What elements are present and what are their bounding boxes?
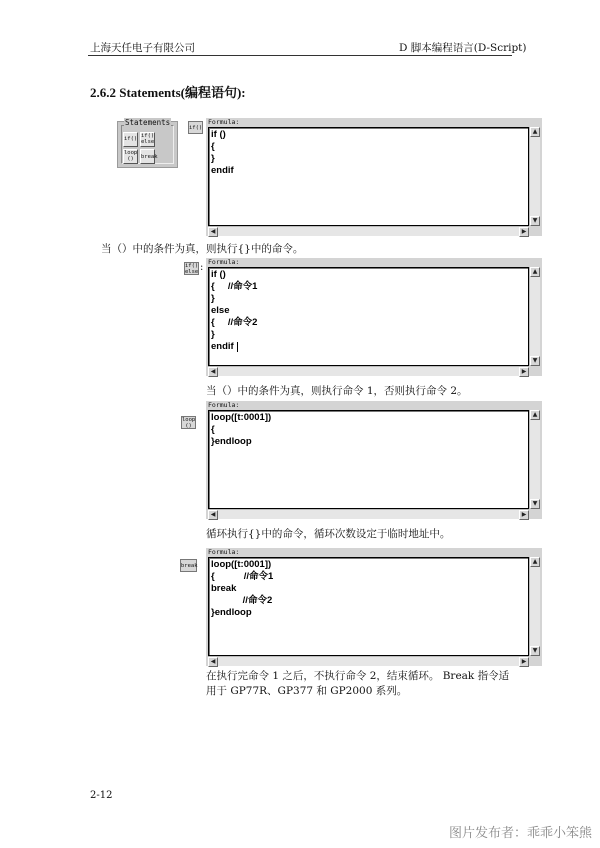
vertical-scrollbar[interactable] xyxy=(529,127,540,226)
watermark: 图片发布者：乖乖小笨熊 xyxy=(448,826,592,841)
palette-title: Statements xyxy=(125,118,171,127)
formula-editor-break[interactable] xyxy=(208,557,529,656)
palette-if-else-label: if() else xyxy=(141,133,155,145)
horizontal-scrollbar[interactable] xyxy=(208,366,529,376)
scroll-up-arrow-icon[interactable]: ▲ xyxy=(530,410,540,420)
formula-window-if xyxy=(206,118,542,236)
formula-window-break xyxy=(206,548,542,666)
scroll-right-arrow-icon[interactable]: ▶ xyxy=(519,657,529,667)
scroll-right-arrow-icon[interactable]: ▶ xyxy=(519,227,529,237)
if-else-icon-label: if() else xyxy=(185,263,199,275)
if-else-icon xyxy=(184,262,199,275)
horizontal-scrollbar[interactable] xyxy=(208,226,529,236)
break-icon xyxy=(180,559,197,572)
formula-title: Formula: xyxy=(208,118,240,126)
scroll-right-arrow-icon[interactable]: ▶ xyxy=(519,367,529,377)
statements-palette xyxy=(117,118,178,168)
vertical-scrollbar[interactable] xyxy=(529,410,540,509)
formula-editor-if-else[interactable] xyxy=(208,267,529,366)
scroll-up-arrow-icon[interactable]: ▲ xyxy=(530,127,540,137)
scroll-down-arrow-icon[interactable]: ▼ xyxy=(530,646,540,656)
if-icon-label: if() xyxy=(189,125,203,131)
loop-icon-label: loop () xyxy=(182,417,196,429)
scroll-up-arrow-icon[interactable]: ▲ xyxy=(530,267,540,277)
text-caret xyxy=(237,342,238,352)
formula-window-loop xyxy=(206,401,542,519)
desc-if: 当（）中的条件为真，则执行{}中的命令。 xyxy=(101,243,304,255)
if-icon xyxy=(188,121,203,134)
header-company: 上海天任电子有限公司 xyxy=(90,42,195,54)
palette-if-label: if() xyxy=(124,136,138,142)
scroll-down-arrow-icon[interactable]: ▼ xyxy=(530,356,540,366)
formula-title: Formula: xyxy=(208,401,240,409)
palette-break-button[interactable] xyxy=(140,149,158,164)
scroll-up-arrow-icon[interactable]: ▲ xyxy=(530,557,540,567)
formula-code-break: loop([t:0001]) { //命令1 break //命令2 }endloop xyxy=(211,559,274,618)
formula-title: Formula: xyxy=(208,258,240,266)
vertical-scrollbar[interactable] xyxy=(529,267,540,366)
formula-editor-if[interactable] xyxy=(208,127,529,226)
header-doc-title: D 脚本编程语言(D-Script) xyxy=(399,42,527,54)
header-divider xyxy=(88,55,512,56)
scroll-left-arrow-icon[interactable]: ◀ xyxy=(208,367,218,377)
formula-code-if: if () { } endif xyxy=(211,129,234,176)
scroll-down-arrow-icon[interactable]: ▼ xyxy=(530,499,540,509)
scroll-left-arrow-icon[interactable]: ◀ xyxy=(208,227,218,237)
desc-break-line1: 在执行完命令 1 之后，不执行命令 2，结束循环。 Break 指令适 xyxy=(206,670,510,682)
palette-if-button[interactable] xyxy=(123,132,138,147)
desc-if-else: 当（）中的条件为真，则执行命令 1，否则执行命令 2。 xyxy=(206,385,468,397)
section-title: 2.6.2 Statements(编程语句): xyxy=(90,85,246,100)
vertical-scrollbar[interactable] xyxy=(529,557,540,656)
palette-loop-label: loop () xyxy=(124,150,138,162)
desc-loop: 循环执行{}中的命令，循环次数设定于临时地址中。 xyxy=(206,528,451,540)
palette-loop-button[interactable] xyxy=(123,149,138,164)
scroll-down-arrow-icon[interactable]: ▼ xyxy=(530,216,540,226)
horizontal-scrollbar[interactable] xyxy=(208,509,529,519)
loop-icon xyxy=(181,416,196,429)
formula-window-if-else xyxy=(206,258,542,376)
desc-break-line2: 用于 GP77R、GP377 和 GP2000 系列。 xyxy=(206,685,408,697)
horizontal-scrollbar[interactable] xyxy=(208,656,529,666)
formula-title: Formula: xyxy=(208,548,240,556)
colon-mark: : xyxy=(200,262,204,273)
break-icon-label: break xyxy=(181,563,198,569)
scroll-left-arrow-icon[interactable]: ◀ xyxy=(208,510,218,520)
formula-code-loop: loop([t:0001]) { }endloop xyxy=(211,412,272,447)
scroll-right-arrow-icon[interactable]: ▶ xyxy=(519,510,529,520)
formula-code-if-else: if () { //命令1 } else { //命令2 } endif xyxy=(211,269,258,352)
formula-editor-loop[interactable] xyxy=(208,410,529,509)
page-number: 2-12 xyxy=(90,790,113,801)
scroll-left-arrow-icon[interactable]: ◀ xyxy=(208,657,218,667)
palette-break-label: break xyxy=(141,154,158,160)
palette-if-else-button[interactable] xyxy=(140,132,155,147)
